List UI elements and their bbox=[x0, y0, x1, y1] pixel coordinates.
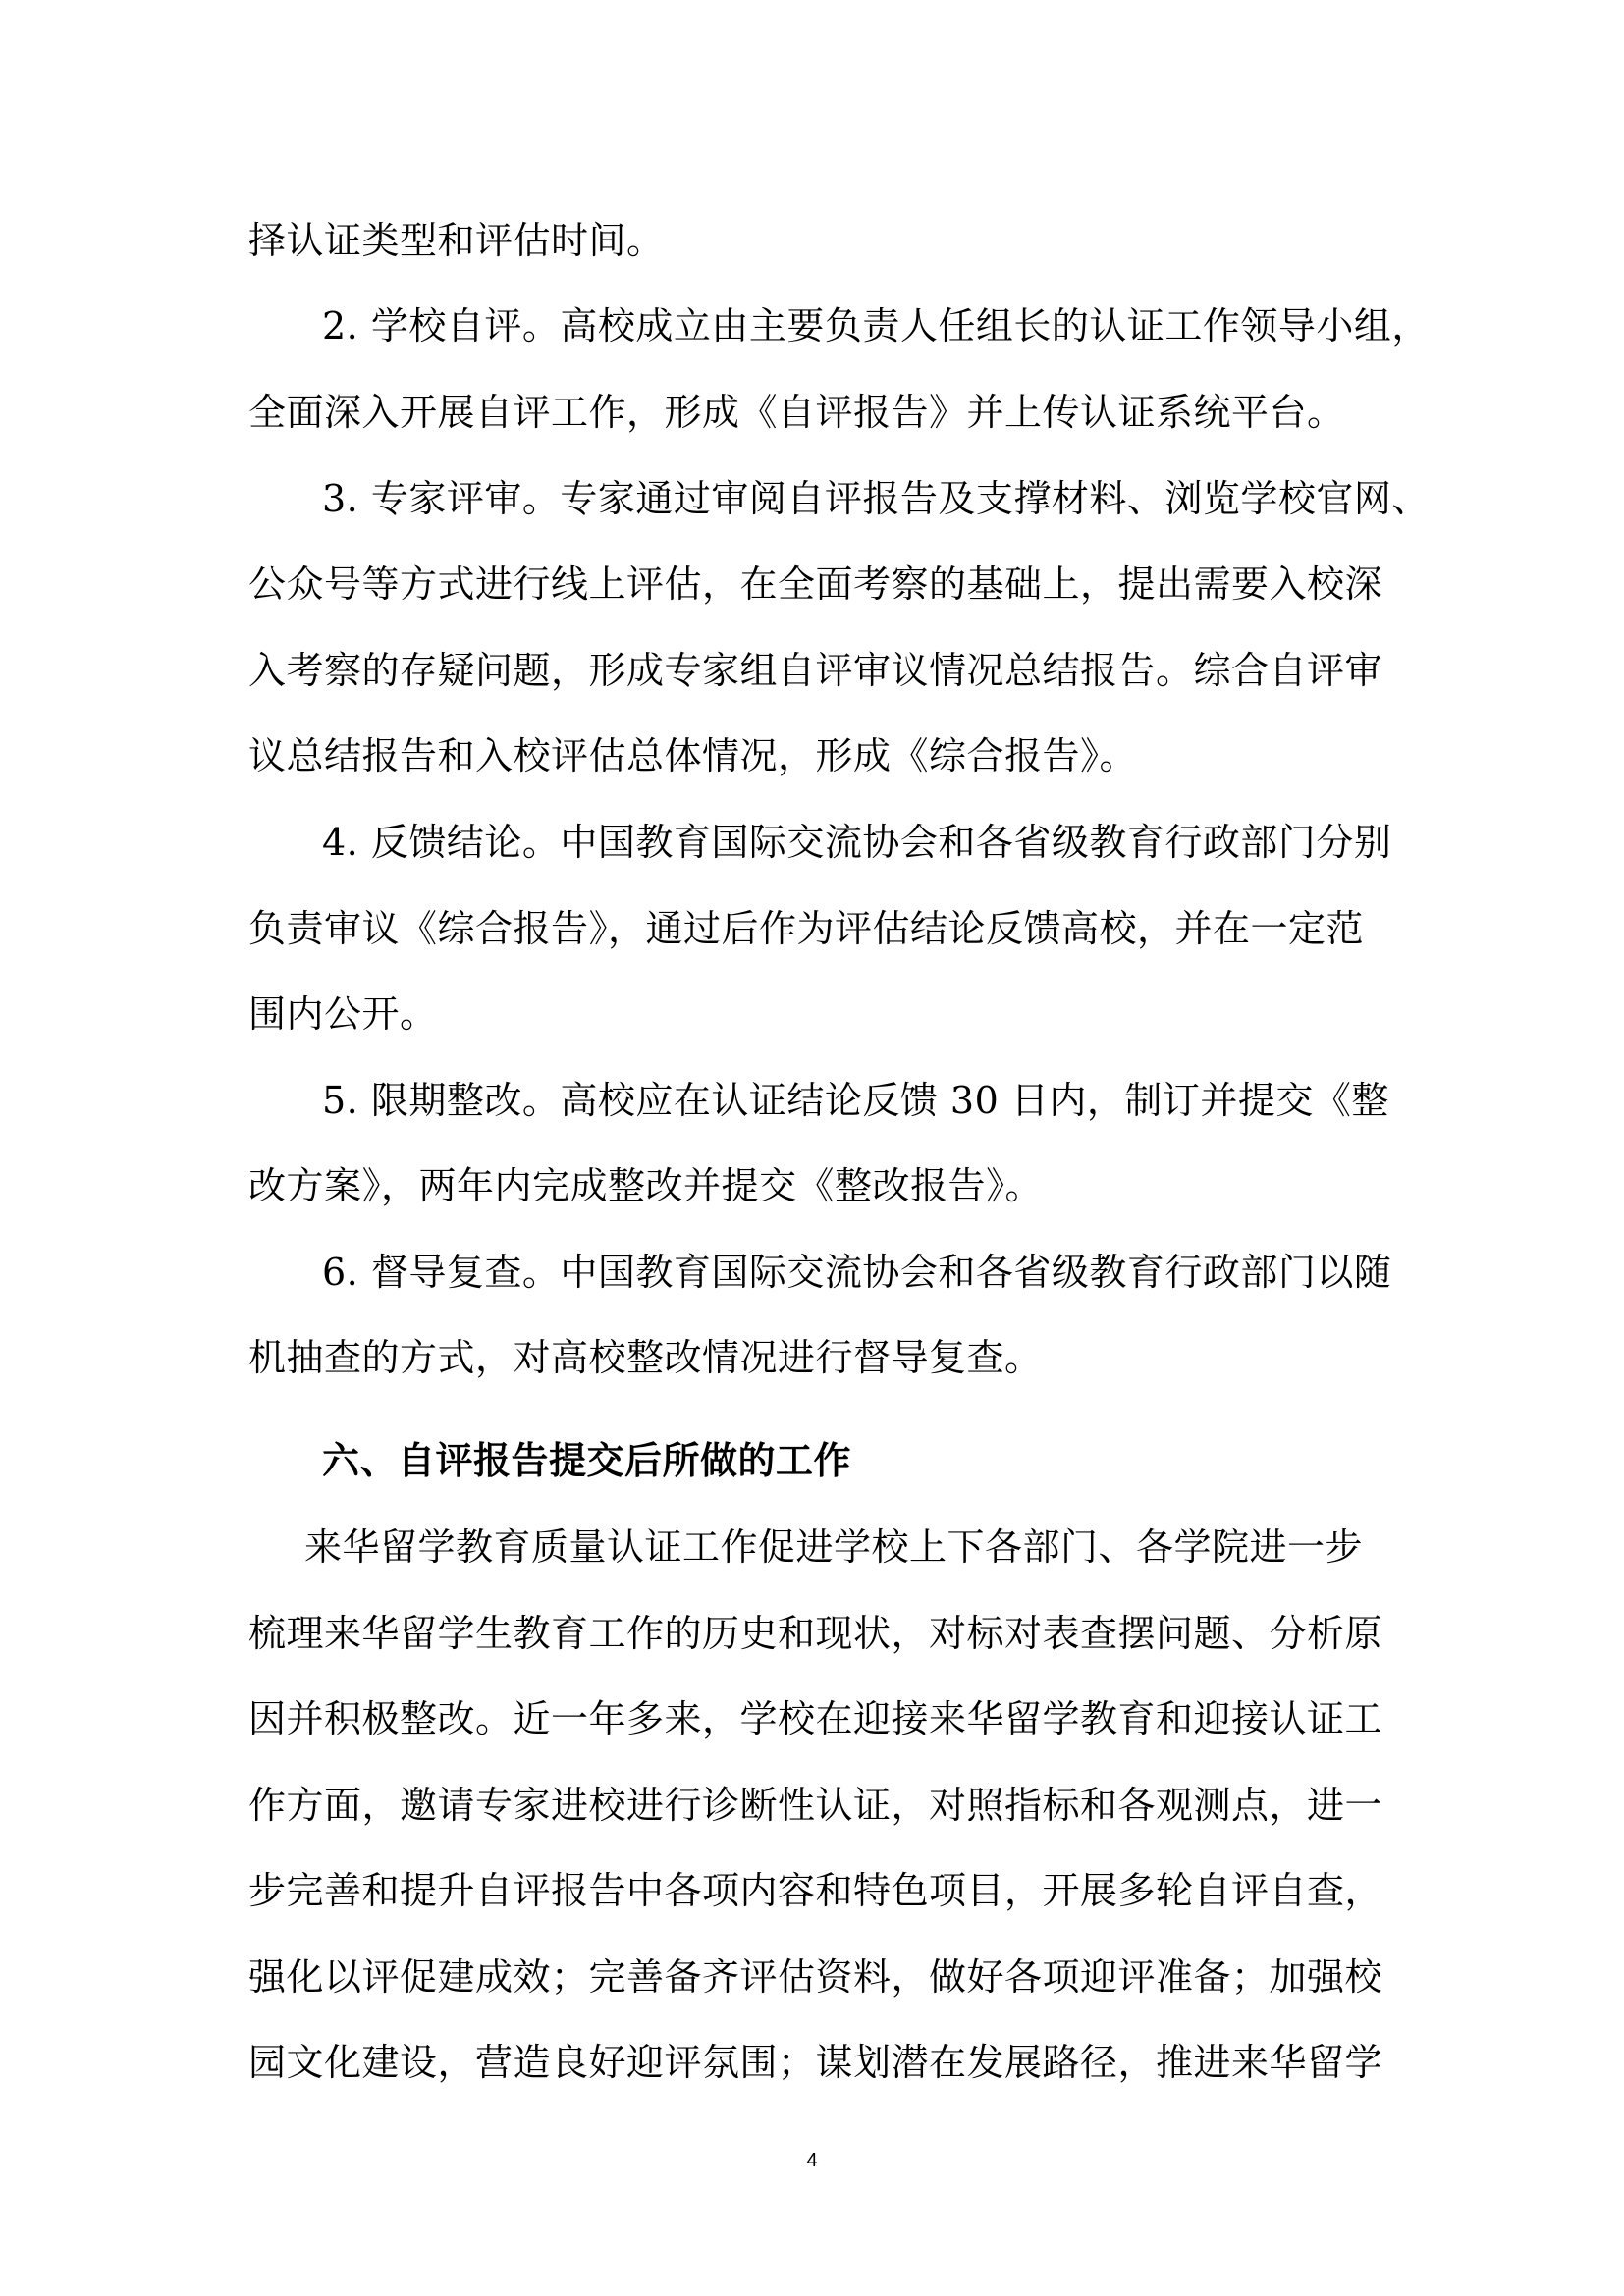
text-line: 来华留学教育质量认证工作促进学校上下各部门、各学院进一步 bbox=[304, 1525, 1364, 1569]
text-line: 5. 限期整改。高校应在认证结论反馈 30 日内，制订并提交《整 bbox=[322, 1079, 1389, 1122]
text-line: 改方案》，两年内完成整改并提交《整改报告》。 bbox=[248, 1164, 1044, 1207]
text-line: 梳理来华留学生教育工作的历史和现状，对标对表查摆问题、分析原 bbox=[248, 1612, 1383, 1655]
text-line: 作方面，邀请专家进校进行诊断性认证，对照指标和各观测点，进一 bbox=[248, 1784, 1383, 1827]
text-line: 4. 反馈结论。中国教育国际交流协会和各省级教育行政部门分别 bbox=[322, 821, 1392, 864]
text-line: 择认证类型和评估时间。 bbox=[248, 219, 665, 262]
page-number: 4 bbox=[806, 2150, 818, 2171]
text-line: 负责审议《综合报告》，通过后作为评估结论反馈高校，并在一定范 bbox=[248, 907, 1365, 950]
text-line: 强化以评促建成效；完善备齐评估资料，做好各项迎评准备；加强校 bbox=[248, 1955, 1383, 1999]
text-line: 3. 专家评审。专家通过审阅自评报告及支撑材料、浏览学校官网、 bbox=[322, 477, 1430, 520]
text-line: 因并积极整改。近一年多来，学校在迎接来华留学教育和迎接认证工 bbox=[248, 1697, 1383, 1740]
text-line: 园文化建设，营造良好迎评氛围；谋划潜在发展路径，推进来华留学 bbox=[248, 2041, 1383, 2084]
text-line: 议总结报告和入校评估总体情况，形成《综合报告》。 bbox=[248, 734, 1138, 777]
text-line: 机抽查的方式，对高校整改情况进行督导复查。 bbox=[248, 1336, 1043, 1379]
section-heading: 六、自评报告提交后所做的工作 bbox=[322, 1439, 852, 1482]
text-line: 6. 督导复查。中国教育国际交流协会和各省级教育行政部门以随 bbox=[322, 1251, 1392, 1294]
text-line: 公众号等方式进行线上评估，在全面考察的基础上，提出需要入校深 bbox=[248, 562, 1383, 606]
text-line: 2. 学校自评。高校成立由主要负责人任组长的认证工作领导小组， bbox=[322, 304, 1430, 347]
text-line: 全面深入开展自评工作，形成《自评报告》并上传认证系统平台。 bbox=[248, 391, 1345, 434]
text-line: 步完善和提升自评报告中各项内容和特色项目，开展多轮自评自查， bbox=[248, 1869, 1383, 1912]
text-line: 围内公开。 bbox=[248, 992, 438, 1036]
text-line: 入考察的存疑问题，形成专家组自评审议情况总结报告。综合自评审 bbox=[248, 649, 1383, 692]
